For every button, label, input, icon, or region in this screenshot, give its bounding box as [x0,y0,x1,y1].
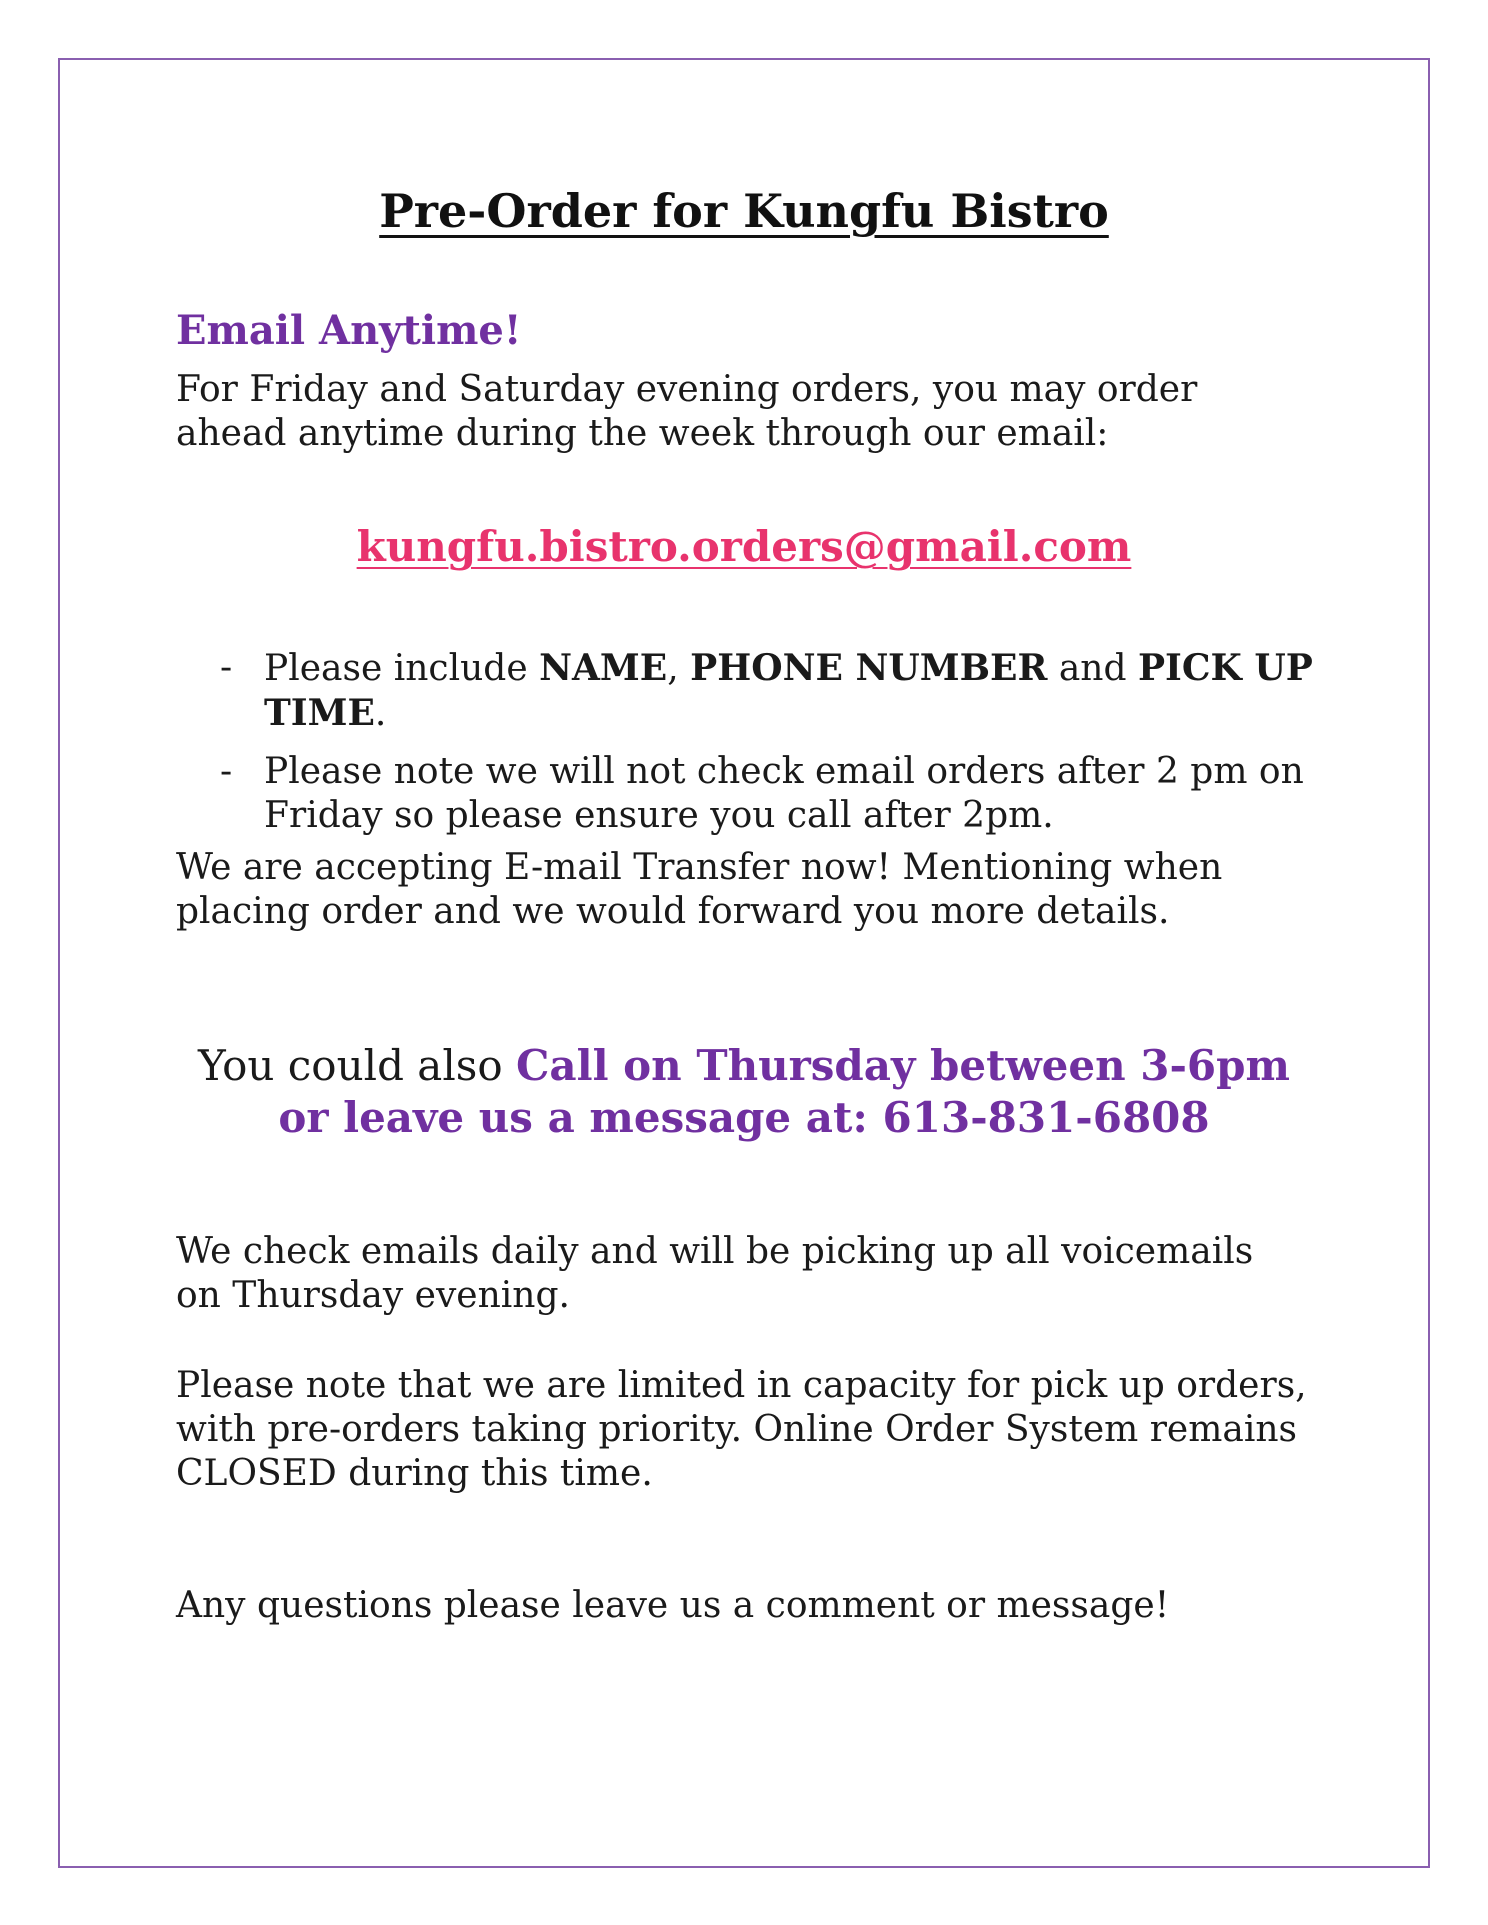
transfer-paragraph: We are accepting E-mail Transfer now! Mentioning when placing order and we would forward you more details. [176,847,1223,932]
check-paragraph: We check emails daily and will be picking up all voicemails on Thursday evening. [176,1231,1254,1316]
list-item-text: , [667,648,691,689]
bullet-dash: - [220,751,233,792]
list-item-text: Please include [264,648,540,689]
call-details: Call on Thursday between 3-6pm or leave us a message at: 613-831-6808 [278,1041,1290,1142]
list-item [176,646,1316,736]
call-prefix: You could also [198,1041,516,1090]
intro-paragraph: For Friday and Saturday evening orders, you may order ahead anytime during the week through our email: [176,369,1198,454]
page-title: Pre-Order for Kungfu Bistro [379,184,1109,238]
email-anytime-heading: Email Anytime! [176,307,522,354]
phone-emphasis: PHONE NUMBER [690,647,1048,689]
list-item-text: and [1047,648,1138,689]
capacity-paragraph: Please note that we are limited in capacity for pick up orders, with pre-orders taking priority. Online Order System remains CLOSED during this time. [176,1365,1307,1494]
instructions-list [176,646,1316,852]
questions-paragraph: Any questions please leave us a comment or message! [176,1585,1170,1626]
pickup-emphasis: PICK UP TIME [264,647,1313,734]
list-item [176,750,1316,838]
order-email-link[interactable]: kungfu.bistro.orders@gmail.com [356,522,1132,571]
list-item-text: . [374,693,387,734]
call-notice [176,1040,1312,1144]
name-emphasis: NAME [539,647,668,689]
list-item-text: Please note we will not check email orders after 2 pm on Friday so please ensure you call after 2pm. [264,751,1304,836]
bullet-dash: - [220,647,233,688]
